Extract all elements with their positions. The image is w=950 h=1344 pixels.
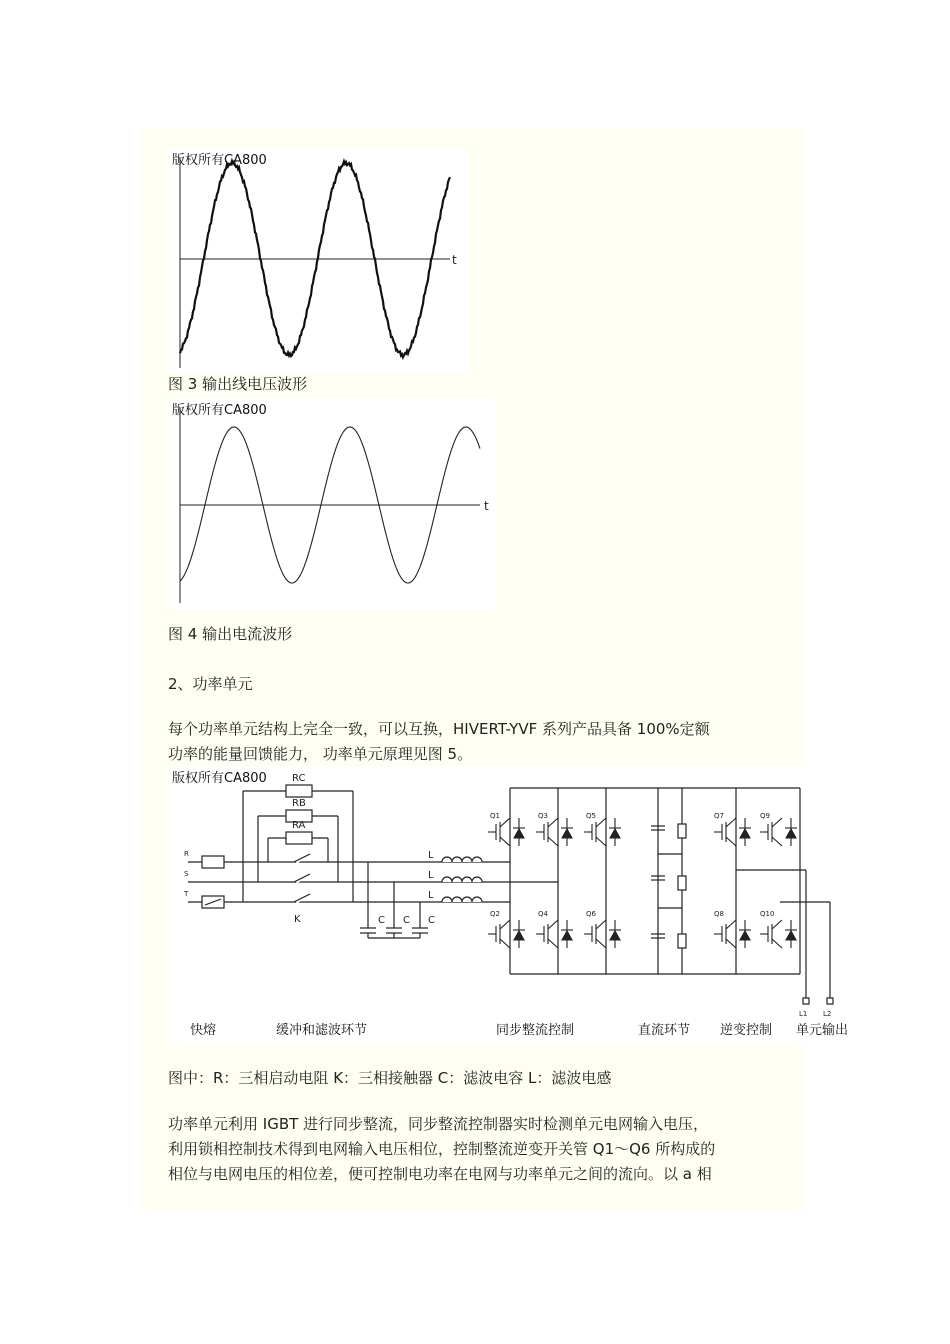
switch-label-q3: Q3 [538,812,548,820]
switch-label-q8: Q8 [714,910,724,918]
switch-label-q1: Q1 [490,812,500,820]
figure-5-legend: 图中：R：三相启动电阻 K：三相接触器 C：滤波电容 L：滤波电感 [168,1069,612,1087]
capacitor-label-2: C [403,915,410,926]
switch-label-q6: Q6 [586,910,596,918]
section-heading: 2、功率单元 [168,675,253,693]
section-label-sync-rectifier: 同步整流控制 [496,1023,575,1038]
switch-label-q7: Q7 [714,812,724,820]
figure-4-current-waveform [168,398,496,610]
figure-3-voltage-waveform [168,148,468,373]
inductor-label-1: L [428,850,434,861]
figure-3-t-label: t [452,253,457,267]
igbt-q6 [584,920,621,948]
resistor-label-rb: RB [292,798,306,809]
section-label-dc-link: 直流环节 [638,1023,691,1038]
switch-label-q10: Q10 [760,910,775,918]
switch-label-q5: Q5 [586,812,596,820]
paragraph-2-line-1: 功率单元利用 IGBT 进行同步整流，同步整流控制器实时检测单元电网输入电压， [168,1115,709,1133]
igbt-q7 [714,818,751,846]
figure-5-power-unit-circuit [168,766,858,1046]
igbt-q4 [536,920,573,948]
contactor-label-k: K [294,914,301,925]
figure-4-caption: 图 4 输出电流波形 [168,625,293,643]
switch-label-q2: Q2 [490,910,500,918]
figure-4-t-label: t [484,499,489,513]
inductor-label-3: L [428,890,434,901]
switch-label-q9: Q9 [760,812,770,820]
igbt-q10 [760,920,797,948]
section-label-inverter: 逆变控制 [720,1023,773,1038]
igbt-q3 [536,818,573,846]
input-label-s: S [184,870,189,878]
capacitor-label-3: C [428,915,435,926]
figure-5-watermark: 版权所有CA800 [172,771,267,786]
igbt-q9 [760,818,797,846]
paragraph-1 [168,717,788,767]
capacitor-label-1: C [378,915,385,926]
section-label-buffer-filter: 缓冲和滤波环节 [276,1023,368,1038]
input-label-t: T [184,890,189,898]
input-label-r: R [184,850,189,858]
switch-label-q4: Q4 [538,910,548,918]
figure-4-watermark: 版权所有CA800 [172,403,267,418]
resistor-label-rc: RC [292,773,306,784]
resistor-label-ra: RA [292,820,306,831]
paragraph-2 [168,1112,788,1187]
section-label-fuse: 快熔 [190,1023,217,1038]
paragraph-2-line-2: 利用锁相控制技术得到电网输入电压相位，控制整流逆变开关管 Q1～Q6 所构成的 [168,1140,716,1158]
igbt-q8 [714,920,751,948]
igbt-q1 [488,818,525,846]
output-label-l1: L1 [799,1010,808,1018]
paragraph-1-line-1: 每个功率单元结构上完全一致，可以互换，HIVERT-YVF 系列产品具备 100%定额 [168,720,710,738]
figure-3-watermark: 版权所有CA800 [172,153,267,168]
inductor-label-2: L [428,870,434,881]
igbt-q2 [488,920,525,948]
paragraph-1-line-2: 功率的能量回馈能力， 功率单元原理见图 5。 [168,745,473,763]
paragraph-2-line-3: 相位与电网电压的相位差，便可控制电功率在电网与功率单元之间的流向。以 a 相 [168,1165,712,1183]
figure-3-caption: 图 3 输出线电压波形 [168,375,308,393]
output-label-l2: L2 [823,1010,832,1018]
section-label-unit-output: 单元输出 [796,1023,849,1038]
igbt-q5 [584,818,621,846]
